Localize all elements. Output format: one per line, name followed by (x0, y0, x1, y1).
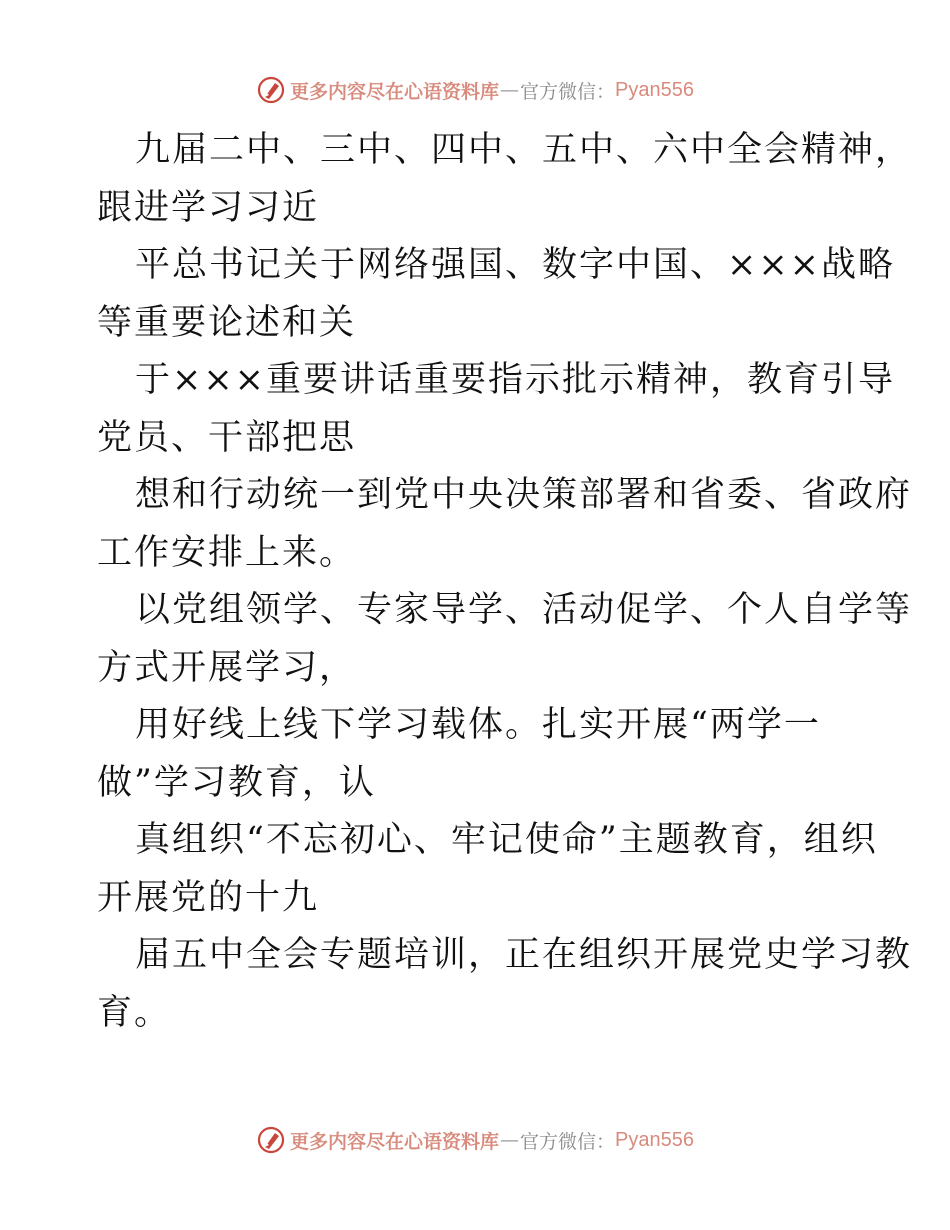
header-separator: — (500, 79, 520, 101)
text-line: 做”学习教育，认 (97, 762, 376, 803)
text-line: 方式开展学习， (97, 647, 357, 688)
footer-wechat-label: 官方微信： (520, 1130, 616, 1153)
footer-wechat-id: Pyan556 (615, 1128, 694, 1151)
pen-nib-logo-icon (256, 75, 286, 105)
text-line: 于×××重要讲话重要指示批示精神，教育引导 (135, 360, 895, 400)
text-line: 等重要论述和关 (97, 302, 357, 343)
text-line: 真组织“不忘初心、牢记使命”主题教育，组织 (135, 820, 878, 860)
footer-brand: 更多内容尽在心语资料库 (290, 1130, 500, 1153)
header-watermark (0, 70, 950, 110)
document-body (97, 122, 913, 1042)
text-line: 工作安排上来。 (97, 532, 357, 573)
text-line: 跟进学习习近 (97, 187, 320, 228)
header-brand: 更多内容尽在心语资料库 (290, 80, 500, 103)
text-line: 九届二中、三中、四中、五中、六中全会精神， (135, 130, 913, 170)
text-line: 育。 (97, 992, 172, 1033)
text-line: 以党组领学、专家导学、活动促学、个人自学等 (135, 590, 913, 630)
header-wechat-label: 官方微信： (520, 80, 616, 103)
pen-nib-logo-icon (256, 1125, 286, 1155)
text-line: 届五中全会专题培训，正在组织开展党史学习教 (135, 935, 913, 975)
header-wechat-id: Pyan556 (615, 78, 694, 101)
text-line: 用好线上线下学习载体。扎实开展“两学一 (135, 705, 821, 745)
text-line: 党员、干部把思 (97, 417, 357, 458)
footer-separator: — (500, 1129, 520, 1151)
text-line: 想和行动统一到党中央决策部署和省委、省政府 (135, 475, 913, 515)
footer-watermark (0, 1120, 950, 1160)
text-line: 平总书记关于网络强国、数字中国、×××战略 (135, 245, 895, 285)
text-line: 开展党的十九 (97, 877, 320, 918)
